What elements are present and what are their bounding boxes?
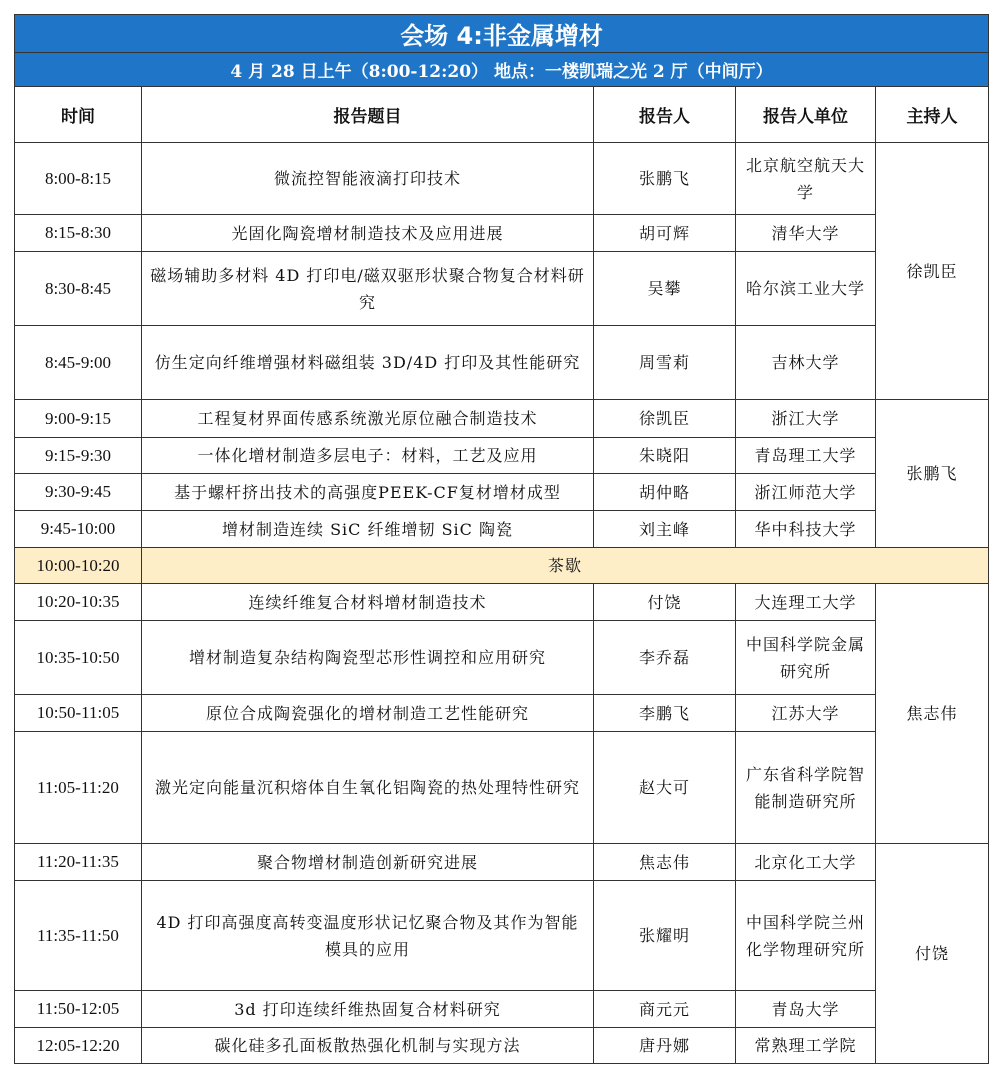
topic-cell: 微流控智能液滴打印技术 xyxy=(142,143,594,215)
unit-cell: 中国科学院金属研究所 xyxy=(736,621,876,695)
time-cell: 8:15-8:30 xyxy=(15,215,142,252)
speaker-cell: 徐凯臣 xyxy=(594,400,736,438)
break-row xyxy=(15,548,989,584)
unit-cell: 广东省科学院智能制造研究所 xyxy=(736,732,876,844)
time-cell: 11:50-12:05 xyxy=(15,991,142,1028)
table-row xyxy=(15,844,989,881)
topic-cell: 碳化硅多孔面板散热强化机制与实现方法 xyxy=(142,1028,594,1064)
speaker-cell: 李乔磊 xyxy=(594,621,736,695)
session-subtitle: 4 月 28 日上午（8:00-12:20） 地点：一楼凯瑞之光 2 厅（中间厅） xyxy=(15,53,989,87)
topic-cell: 4D 打印高强度高转变温度形状记忆聚合物及其作为智能模具的应用 xyxy=(142,881,594,991)
unit-cell: 华中科技大学 xyxy=(736,511,876,548)
host-cell: 徐凯臣 xyxy=(876,143,989,400)
unit-cell: 吉林大学 xyxy=(736,326,876,400)
table-row xyxy=(15,732,989,844)
table-row xyxy=(15,438,989,474)
unit-cell: 常熟理工学院 xyxy=(736,1028,876,1064)
table-row xyxy=(15,400,989,438)
time-cell: 10:20-10:35 xyxy=(15,584,142,621)
table-row xyxy=(15,881,989,991)
break-time: 10:00-10:20 xyxy=(15,548,142,584)
topic-cell: 增材制造连续 SiC 纤维增韧 SiC 陶瓷 xyxy=(142,511,594,548)
schedule-table xyxy=(14,14,989,1064)
topic-cell: 聚合物增材制造创新研究进展 xyxy=(142,844,594,881)
topic-cell: 激光定向能量沉积熔体自生氧化铝陶瓷的热处理特性研究 xyxy=(142,732,594,844)
table-row xyxy=(15,143,989,215)
time-cell: 8:30-8:45 xyxy=(15,252,142,326)
topic-cell: 一体化增材制造多层电子：材料，工艺及应用 xyxy=(142,438,594,474)
table-row xyxy=(15,474,989,511)
speaker-cell: 胡可辉 xyxy=(594,215,736,252)
break-label: 茶歇 xyxy=(142,548,989,584)
table-row xyxy=(15,991,989,1028)
time-cell: 8:45-9:00 xyxy=(15,326,142,400)
speaker-cell: 李鹏飞 xyxy=(594,695,736,732)
table-row xyxy=(15,1028,989,1064)
time-cell: 9:15-9:30 xyxy=(15,438,142,474)
host-cell: 焦志伟 xyxy=(876,584,989,844)
time-cell: 11:20-11:35 xyxy=(15,844,142,881)
topic-cell: 连续纤维复合材料增材制造技术 xyxy=(142,584,594,621)
speaker-cell: 商元元 xyxy=(594,991,736,1028)
col-header-topic: 报告题目 xyxy=(142,87,594,143)
col-header-host: 主持人 xyxy=(876,87,989,143)
col-header-speaker: 报告人 xyxy=(594,87,736,143)
host-cell: 付饶 xyxy=(876,844,989,1064)
unit-cell: 北京航空航天大学 xyxy=(736,143,876,215)
col-header-unit: 报告人单位 xyxy=(736,87,876,143)
session-title: 会场 4:非金属增材 xyxy=(15,15,989,53)
topic-cell: 增材制造复杂结构陶瓷型芯形性调控和应用研究 xyxy=(142,621,594,695)
table-row xyxy=(15,695,989,732)
time-cell: 8:00-8:15 xyxy=(15,143,142,215)
speaker-cell: 周雪莉 xyxy=(594,326,736,400)
speaker-cell: 焦志伟 xyxy=(594,844,736,881)
unit-cell: 浙江大学 xyxy=(736,400,876,438)
unit-cell: 大连理工大学 xyxy=(736,584,876,621)
speaker-cell: 胡仲略 xyxy=(594,474,736,511)
topic-cell: 基于螺杆挤出技术的高强度PEEK-CF复材增材成型 xyxy=(142,474,594,511)
speaker-cell: 赵大可 xyxy=(594,732,736,844)
time-cell: 11:35-11:50 xyxy=(15,881,142,991)
unit-cell: 青岛大学 xyxy=(736,991,876,1028)
unit-cell: 清华大学 xyxy=(736,215,876,252)
unit-cell: 浙江师范大学 xyxy=(736,474,876,511)
unit-cell: 中国科学院兰州化学物理研究所 xyxy=(736,881,876,991)
time-cell: 10:50-11:05 xyxy=(15,695,142,732)
unit-cell: 青岛理工大学 xyxy=(736,438,876,474)
time-cell: 12:05-12:20 xyxy=(15,1028,142,1064)
table-row xyxy=(15,584,989,621)
table-row xyxy=(15,511,989,548)
speaker-cell: 张鹏飞 xyxy=(594,143,736,215)
unit-cell: 北京化工大学 xyxy=(736,844,876,881)
topic-cell: 仿生定向纤维增强材料磁组装 3D/4D 打印及其性能研究 xyxy=(142,326,594,400)
table-row xyxy=(15,252,989,326)
time-cell: 9:00-9:15 xyxy=(15,400,142,438)
speaker-cell: 张耀明 xyxy=(594,881,736,991)
unit-cell: 江苏大学 xyxy=(736,695,876,732)
time-cell: 9:30-9:45 xyxy=(15,474,142,511)
host-cell: 张鹏飞 xyxy=(876,400,989,548)
speaker-cell: 吴攀 xyxy=(594,252,736,326)
topic-cell: 磁场辅助多材料 4D 打印电/磁双驱形状聚合物复合材料研究 xyxy=(142,252,594,326)
topic-cell: 3d 打印连续纤维热固复合材料研究 xyxy=(142,991,594,1028)
table-row xyxy=(15,215,989,252)
table-row xyxy=(15,326,989,400)
topic-cell: 工程复材界面传感系统激光原位融合制造技术 xyxy=(142,400,594,438)
speaker-cell: 付饶 xyxy=(594,584,736,621)
time-cell: 9:45-10:00 xyxy=(15,511,142,548)
topic-cell: 原位合成陶瓷强化的增材制造工艺性能研究 xyxy=(142,695,594,732)
topic-cell: 光固化陶瓷增材制造技术及应用进展 xyxy=(142,215,594,252)
unit-cell: 哈尔滨工业大学 xyxy=(736,252,876,326)
col-header-time: 时间 xyxy=(15,87,142,143)
time-cell: 10:35-10:50 xyxy=(15,621,142,695)
speaker-cell: 朱晓阳 xyxy=(594,438,736,474)
speaker-cell: 刘主峰 xyxy=(594,511,736,548)
table-row xyxy=(15,621,989,695)
speaker-cell: 唐丹娜 xyxy=(594,1028,736,1064)
time-cell: 11:05-11:20 xyxy=(15,732,142,844)
